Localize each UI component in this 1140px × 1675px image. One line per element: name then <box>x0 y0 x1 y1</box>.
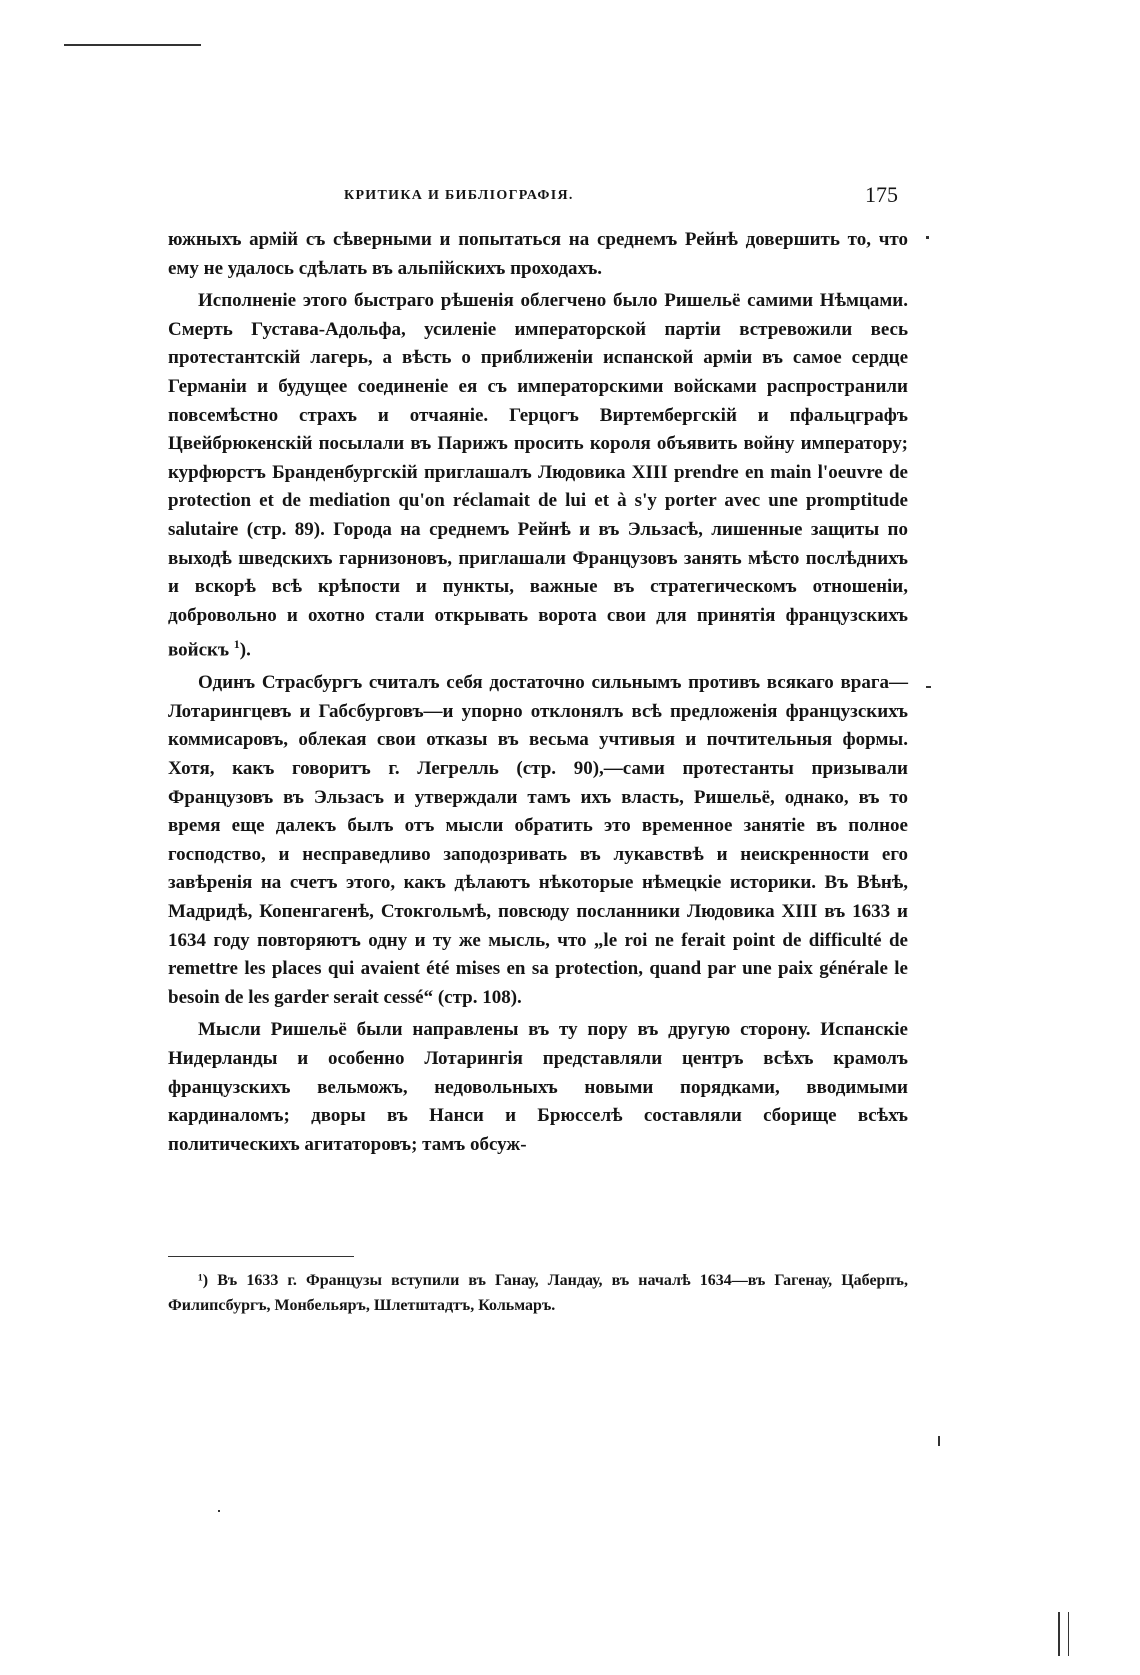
paragraph-text: Исполненіе этого быстраго рѣшенія облегчено было Ришельё самими Нѣмцами. Смерть Густава-Адольфа, усиленіе императорской партіи встревожили весь протестантскій лагерь, а вѣсть о приближеніи испанской арміи въ самое сердце Германіи и будущее соединеніе ея съ императорскими войсками распространили повсемѣстно страхъ и отчаяніе. Герцогъ Виртембергскій и пфальцграфъ Цвейбрюкенскій посылали въ Парижъ просить короля объявить войну императору; курфюрстъ Бранденбургскій приглашалъ Людовика XIII prendre en main l'oeuvre de protection et de mediation qu'on réclamait de lui et à s'y porter avec une promptitude salutaire (стр. 89). Города на среднемъ Рейнѣ и въ Эльзасѣ, лишенные защиты по выходѣ шведскихъ гарнизоновъ, приглашали Французовъ занять мѣсто послѣднихъ и вскорѣ всѣ крѣпости и пункты, важные въ стратегическомъ отношеніи, добровольно и охотно стали открывать ворота свои для принятія французскихъ войскъ <box>168 290 908 661</box>
page-number: 175 <box>865 182 898 207</box>
margin-speck <box>218 1510 220 1512</box>
margin-speck <box>1058 1612 1060 1656</box>
body-text <box>168 226 908 1159</box>
paragraph <box>168 287 908 665</box>
running-title: КРИТИКА И БИБЛІОГРАФІЯ. <box>344 188 574 203</box>
footnote-marker: 1 <box>233 637 240 652</box>
footnote-ref-tail: ). <box>239 639 251 661</box>
margin-speck <box>1068 1612 1069 1656</box>
paragraph-continued: южныхъ армій съ сѣверными и попытаться на среднемъ Рейнѣ довершить то, что ему не удалось сдѣлать въ альпійскихъ проходахъ. <box>168 229 908 279</box>
margin-speck <box>926 236 929 239</box>
footnote <box>168 1268 908 1318</box>
top-rule <box>64 44 201 46</box>
footnote-rule <box>168 1256 354 1257</box>
page-header <box>168 182 908 212</box>
paragraph: Одинъ Страсбургъ считалъ себя достаточно сильнымъ противъ всякаго врага—Лотарингцевъ и Габсбурговъ—и упорно отклонялъ всѣ предложенія французскихъ коммисаровъ, облекая свои отказы въ весьма учтивыя и почтительныя формы. Хотя, какъ говоритъ г. Легрелль (стр. 90),—сами протестанты призывали Французовъ въ Эльзасъ и утверждали тамъ ихъ власть, Ришельё, однако, въ то время еще далекъ былъ отъ мысли обратить это временное занятіе въ полное господство, и несправедливо заподозривать въ лукавствѣ и неискренности его завѣренія на счетъ этого, какъ дѣлаютъ нѣкоторые нѣмецкіе историки. Въ Вѣнѣ, Мадридѣ, Копенгагенѣ, Стокгольмѣ, повсюду посланники Людовика XIII въ 1633 и 1634 году повторяютъ одну и ту же мысль, что „le roi ne ferait point de difficulté de remettre les places qui avaient été mises en sa protection, quand par une paix générale le besoin de les garder serait cessé“ (стр. 108). <box>168 672 908 1008</box>
paragraph: Мысли Ришельё были направлены въ ту пору въ другую сторону. Испанскіе Нидерланды и особенно Лотарингія представляли центръ всѣхъ крамолъ французскихъ вельможъ, недовольныхъ новыми порядками, вводимыми кардиналомъ; дворы въ Нанси и Брюсселѣ составляли сборище всѣхъ политическихъ агитаторовъ; тамъ обсуж- <box>168 1019 908 1155</box>
margin-speck <box>926 686 931 688</box>
margin-speck <box>938 1436 940 1446</box>
footnote-text: ¹) Въ 1633 г. Французы вступили въ Ганау, Ландау, въ началѣ 1634—въ Гагенау, Цаберпъ, Филипсбургъ, Монбельяръ, Шлетштадтъ, Кольмаръ. <box>168 1272 908 1314</box>
